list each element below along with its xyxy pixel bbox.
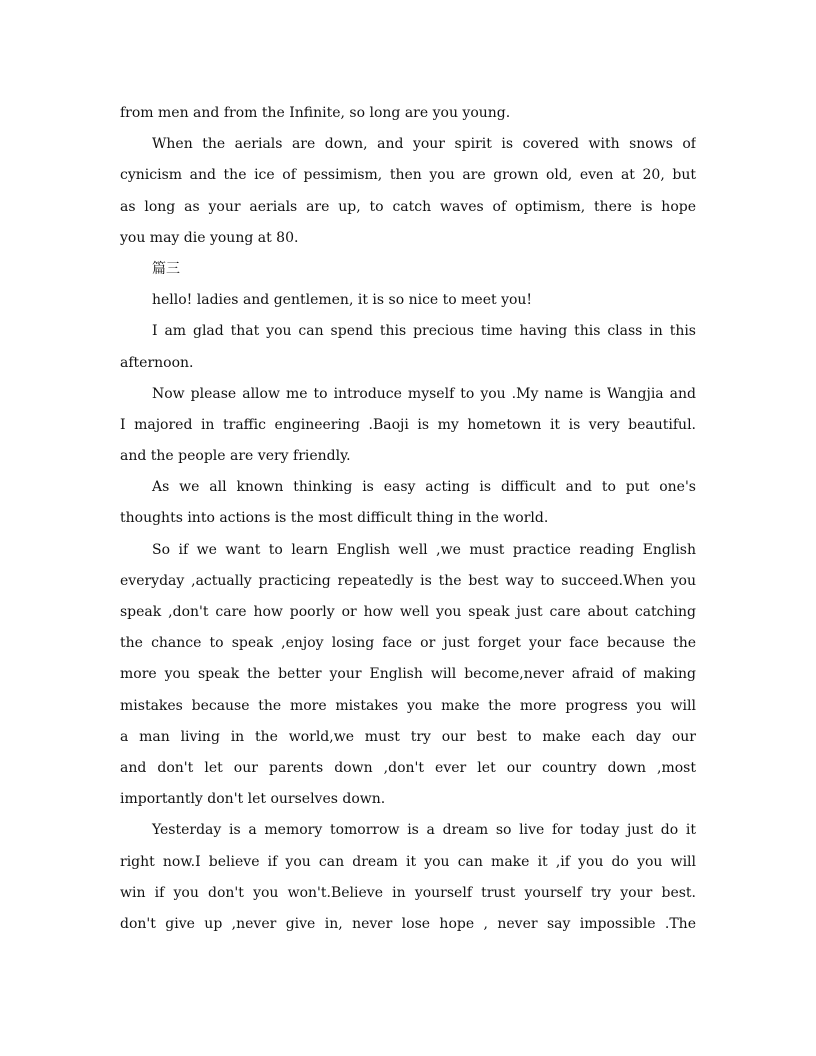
text-line: hello! ladies and gentlemen, it is so nice to meet you! — [152, 292, 533, 309]
text-line: don't give up ,never give in, never lose hope , never say impossible .The — [120, 915, 696, 932]
text-line: the chance to speak ,enjoy losing face or just forget your face because the — [120, 635, 696, 652]
text-line: So if we want to learn English well ,we must practice reading English — [152, 541, 696, 558]
text-line: speak ,don't care how poorly or how well you speak just care about catching — [120, 604, 696, 620]
text-line: you may die young at 80. — [120, 229, 299, 246]
text-line: and the people are very friendly. — [120, 448, 351, 465]
text-line: afternoon. — [120, 354, 194, 371]
text-line: more you speak the better your English will become,never afraid of making — [120, 666, 696, 683]
text-line: When the aerials are down, and your spirit is covered with snows of — [152, 136, 696, 153]
text-line: Now please allow me to introduce myself to you .My name is Wangjia and — [152, 385, 696, 402]
text-line: As we all known thinking is easy acting is difficult and to put one's — [152, 479, 696, 496]
text-line: from men and from the Infinite, so long are you young. — [120, 105, 511, 121]
section-heading: 篇三 — [152, 260, 180, 277]
text-line: importantly don't let ourselves down. — [120, 791, 386, 808]
text-line: win if you don't you won't.Believe in yourself trust yourself try your best. — [120, 884, 696, 901]
text-line: everyday ,actually practicing repeatedly is the best way to succeed.When you — [120, 572, 696, 589]
document-body — [120, 98, 696, 940]
text-line: mistakes because the more mistakes you make the more progress you will — [120, 697, 696, 714]
text-line: as long as your aerials are up, to catch waves of optimism, there is hope — [120, 198, 696, 215]
text-line: I majored in traffic engineering .Baoji is my hometown it is very beautiful. — [120, 416, 696, 433]
text-line: Yesterday is a memory tomorrow is a dream so live for today just do it — [152, 822, 696, 839]
text-line: right now.I believe if you can dream it you can make it ,if you do you will — [120, 853, 696, 870]
text-line: and don't let our parents down ,don't ever let our country down ,most — [120, 759, 696, 776]
text-line: a man living in the world,we must try our best to make each day our — [120, 728, 696, 745]
text-line: cynicism and the ice of pessimism, then you are grown old, even at 20, but — [120, 167, 696, 184]
text-line: thoughts into actions is the most difficult thing in the world. — [120, 510, 549, 527]
text-line: I am glad that you can spend this precious time having this class in this — [152, 323, 696, 340]
